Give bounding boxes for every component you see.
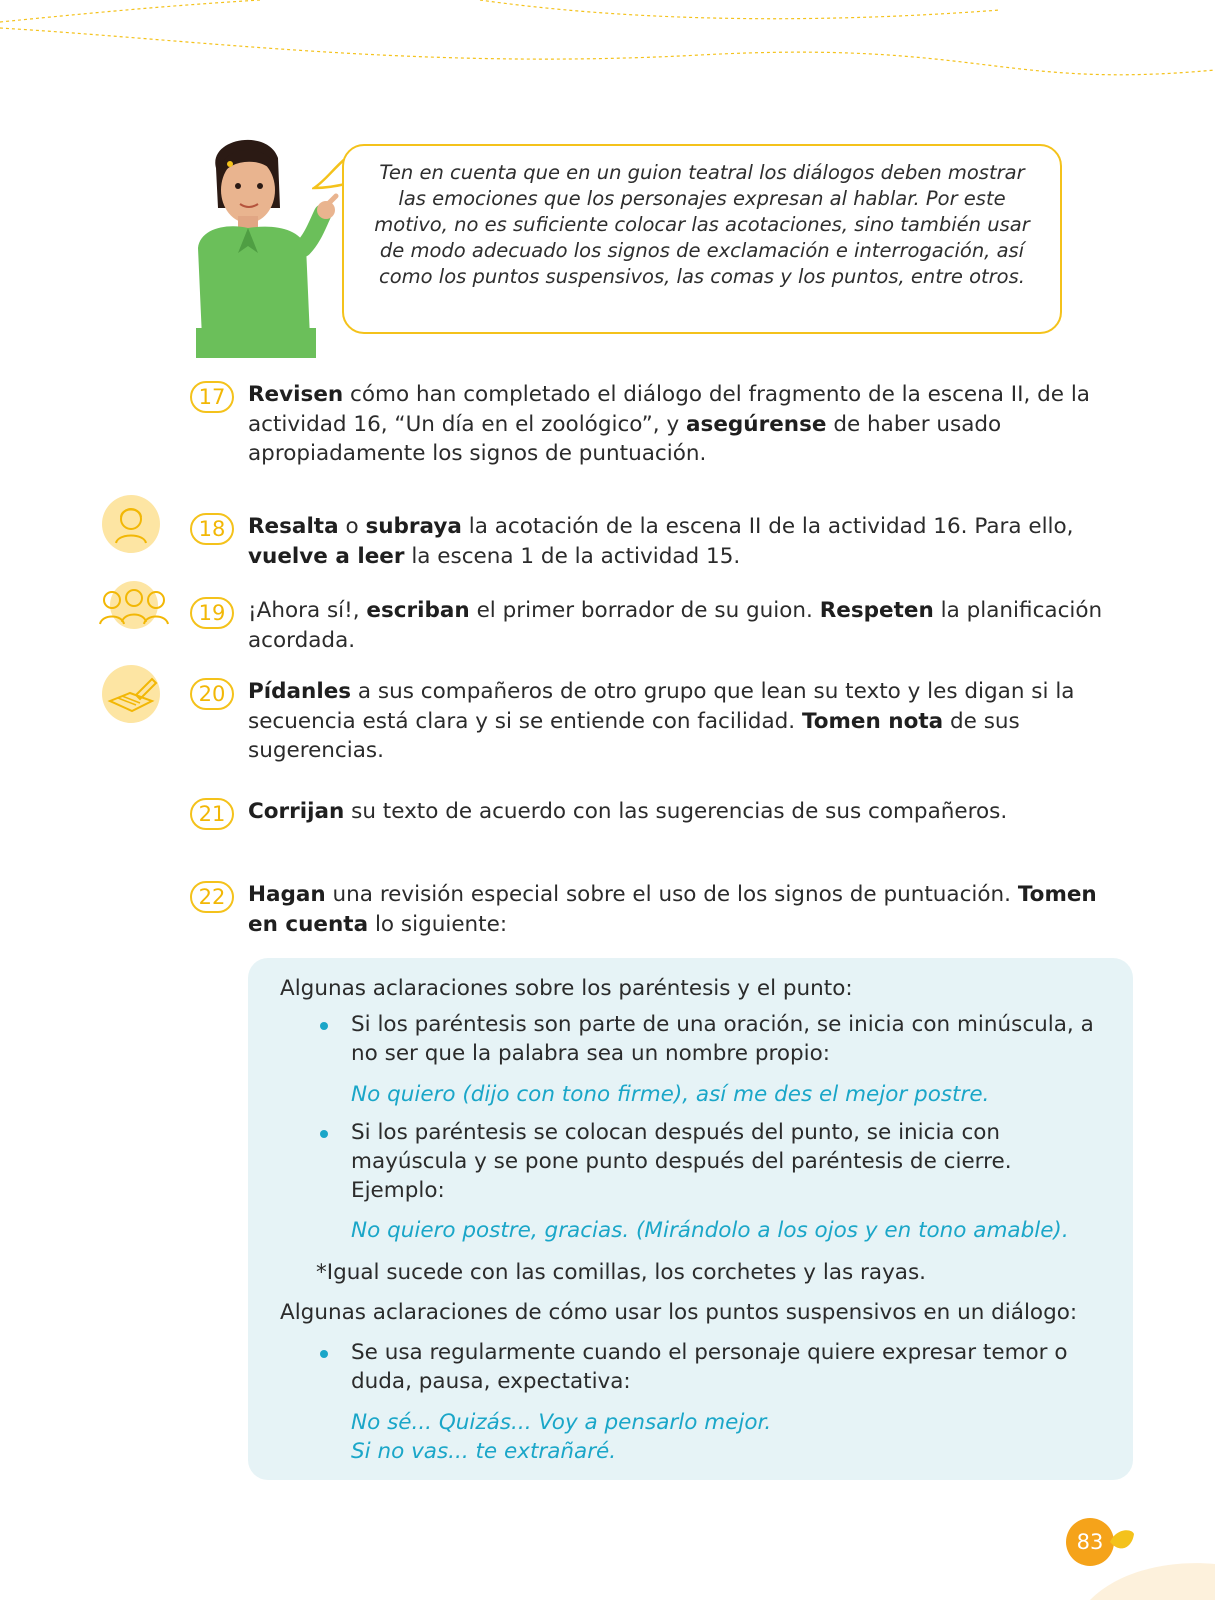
bullet-dot bbox=[320, 1022, 328, 1030]
box-heading-ellipsis: Algunas aclaraciones de cómo usar los puntos suspensivos en un diálogo: bbox=[280, 1300, 1078, 1325]
activity-number: 17 bbox=[190, 381, 234, 413]
activity-text: ¡Ahora sí!, escriban el primer borrador de su guion. Respeten la planificación acordada. bbox=[248, 598, 1103, 653]
example-ellipsis-2: Si no vas... te extrañaré. bbox=[351, 1439, 617, 1464]
activity-number: 20 bbox=[190, 678, 234, 710]
notebook-pencil-icon bbox=[100, 665, 162, 723]
group-icon bbox=[94, 580, 174, 630]
activity-text: Corrijan su texto de acuerdo con las sugerencias de sus compañeros. bbox=[248, 799, 1008, 824]
student-icon bbox=[102, 495, 160, 553]
activity-number: 19 bbox=[190, 597, 234, 629]
punctuation-info-box bbox=[248, 958, 1133, 1480]
bullet-dot bbox=[320, 1350, 328, 1358]
page-number-badge: 83 bbox=[1066, 1518, 1114, 1566]
page-number-leaf-icon bbox=[1106, 1524, 1136, 1560]
tip-text: Ten en cuenta que en un guion teatral los diálogos deben mostrar las emociones que los personajes expresan al hablar. Por este motivo, no es suficiente colocar las acotaciones, sino también usar de modo adecuado los signos de exclamación e interrogación, así como los puntos suspensivos, las comas y los puntos, entre otros. bbox=[374, 161, 1030, 288]
activity-text: Hagan una revisión especial sobre el uso de los signos de puntuación. Tomen en cuenta lo siguiente: bbox=[248, 882, 1097, 937]
box-heading-parentheses: Algunas aclaraciones sobre los paréntesis y el punto: bbox=[280, 976, 853, 1001]
example-parentheses-after: No quiero postre, gracias. (Mirándolo a los ojos y en tono amable). bbox=[351, 1218, 1069, 1243]
decorative-corner-arc bbox=[1090, 1560, 1215, 1600]
bullet-ellipsis-usage: Se usa regularmente cuando el personaje quiere expresar temor o duda, pausa, expectativa: bbox=[351, 1340, 1068, 1394]
tip-speech-bubble bbox=[342, 144, 1062, 334]
activity-number: 21 bbox=[190, 798, 234, 830]
example-ellipsis-1: No sé... Quizás... Voy a pensarlo mejor. bbox=[351, 1410, 772, 1435]
bullet-dot bbox=[320, 1130, 328, 1138]
activity-text: Revisen cómo han completado el diálogo del fragmento de la escena II, de la actividad 16, “Un día en el zoológico”, y asegúrense de haber usado apropiadamente los signos de puntuación. bbox=[248, 382, 1090, 466]
decorative-wave-lines bbox=[0, 0, 1215, 120]
activity-number: 22 bbox=[190, 881, 234, 913]
activity-text: Resalta o subraya la acotación de la escena II de la actividad 16. Para ello, vuelve a leer la escena 1 de la actividad 15. bbox=[248, 514, 1074, 569]
bullet-parentheses-after: Si los paréntesis se colocan después del punto, se inicia con mayúscula y se pone punto después del paréntesis de cierre. Ejemplo: bbox=[351, 1120, 1012, 1203]
example-parentheses-inside: No quiero (dijo con tono firme), así me des el mejor postre. bbox=[351, 1082, 990, 1107]
activity-number: 18 bbox=[190, 513, 234, 545]
bullet-parentheses-inside: Si los paréntesis son parte de una oración, se inicia con minúscula, a no ser que la palabra sea un nombre propio: bbox=[351, 1012, 1094, 1066]
activity-text: Pídanles a sus compañeros de otro grupo que lean su texto y les digan si la secuencia está clara y si se entiende con facilidad. Tomen nota de sus sugerencias. bbox=[248, 679, 1075, 763]
note-quotes-brackets: *Igual sucede con las comillas, los corchetes y las rayas. bbox=[316, 1260, 926, 1285]
